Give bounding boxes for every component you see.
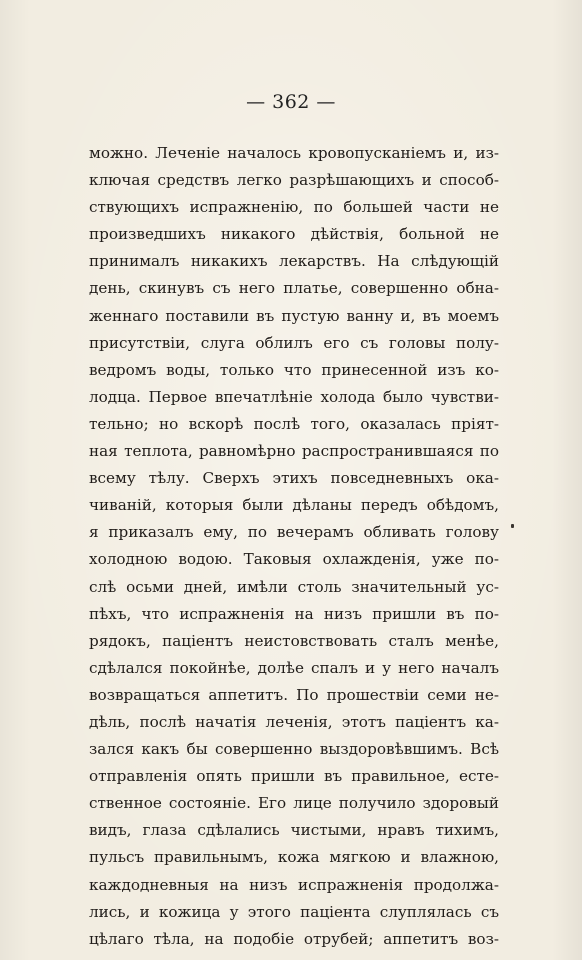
text-line: лись, и кожица у этого паціента слуплялась съ	[89, 902, 499, 921]
text-line: ственное состояніе. Его лице получило здоровый	[89, 794, 499, 813]
text-line: рядокъ, паціентъ неистовствовать сталъ менѣе,	[89, 631, 499, 650]
text-line: произведшихъ никакого дѣйствія, больной не	[89, 225, 499, 244]
page-number: — 362 —	[246, 91, 336, 113]
text-line: присутствіи, слуга облилъ его съ головы полу-	[89, 333, 499, 352]
text-line: тельно; но вскорѣ послѣ того, оказалась пріят-	[89, 414, 499, 433]
text-line: ключая средствъ легко разрѣшающихъ и способ-	[89, 171, 499, 190]
text-line: чиваній, которыя были дѣланы передъ обѣдомъ,	[89, 496, 499, 515]
text-line: ствующихъ испражненію, по большей части не	[89, 198, 499, 217]
text-line: принималъ никакихъ лекарствъ. На слѣдующій	[89, 252, 499, 271]
text-line: женнаго поставили въ пустую ванну и, въ моемъ	[89, 306, 499, 325]
text-line: ведромъ воды, только что принесенной изъ ко-	[89, 360, 499, 379]
ink-speck	[511, 524, 514, 528]
text-line: ная теплота, равномѣрно распространившаяся по	[89, 442, 499, 461]
text-line: слѣ осьми дней, имѣли столь значительный ус-	[89, 577, 499, 596]
text-line: видъ, глаза сдѣлались чистыми, нравъ тихимъ,	[89, 821, 499, 840]
text-line: отправленія опять пришли въ правильное, есте-	[89, 767, 499, 786]
text-line: день, скинувъ съ него платье, совершенно обна-	[89, 279, 499, 298]
text-line: цѣлаго тѣла, на подобіе отрубей; аппетитъ воз-	[89, 929, 499, 948]
text-line: пѣхъ, что испражненія на низъ пришли въ по-	[89, 604, 499, 623]
text-line: холодною водою. Таковыя охлажденія, уже по-	[89, 550, 499, 569]
text-line: сдѣлался покойнѣе, долѣе спалъ и у него началъ	[89, 658, 499, 677]
text-line: всему тѣлу. Сверхъ этихъ повседневныхъ ока-	[89, 469, 499, 488]
text-line: можно. Леченіе началось кровопусканіемъ и, из-	[89, 144, 499, 162]
text-line: лодца. Первое впечатлѣніе холода было чувстви-	[89, 387, 499, 406]
text-line: дѣль, послѣ начатія леченія, этотъ паціентъ ка-	[89, 712, 499, 731]
text-line: я приказалъ ему, по вечерамъ обливать голову	[89, 523, 499, 542]
text-line: каждодневныя на низъ испражненія продолжа-	[89, 875, 499, 894]
text-line: пульсъ правильнымъ, кожа мягкою и влажною,	[89, 848, 499, 867]
text-line: возвращаться аппетитъ. По прошествіи семи не-	[89, 685, 499, 704]
text-line: зался какъ бы совершенно выздоровѣвшимъ. Всѣ	[89, 740, 499, 759]
body-text	[89, 140, 499, 953]
